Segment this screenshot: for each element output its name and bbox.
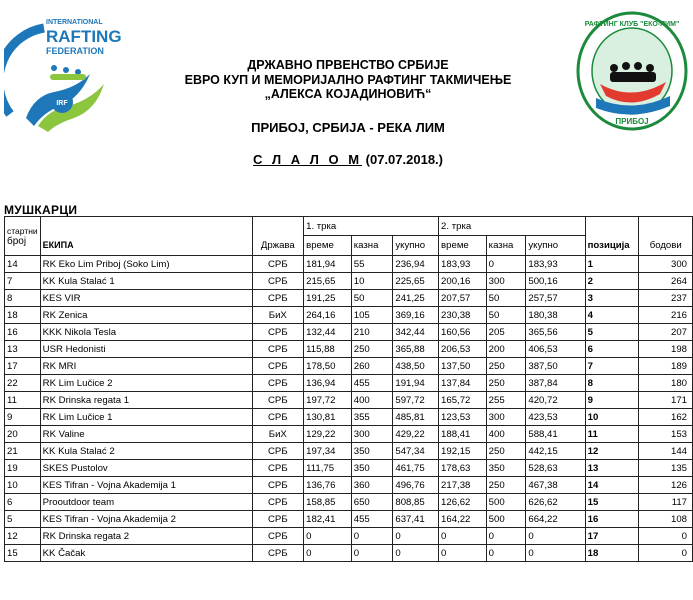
- run1-total-cell: 342,44: [393, 324, 439, 341]
- points-cell: 135: [639, 460, 693, 477]
- run2-total-cell: 180,38: [526, 307, 585, 324]
- irf-line3: FEDERATION: [46, 46, 104, 56]
- start-no-cell: 11: [5, 392, 41, 409]
- run1-penalty-cell: 210: [351, 324, 393, 341]
- run1-penalty-cell: 10: [351, 273, 393, 290]
- start-no-cell: 6: [5, 494, 41, 511]
- table-row: [5, 545, 693, 562]
- team-name-cell: RK MRI: [40, 358, 252, 375]
- run1-total-cell: 225,65: [393, 273, 439, 290]
- run1-time-cell: 0: [304, 545, 352, 562]
- points-cell: 180: [639, 375, 693, 392]
- run1-penalty-cell: 260: [351, 358, 393, 375]
- irf-line1: INTERNATIONAL: [46, 19, 103, 26]
- run2-penalty-cell: 200: [486, 341, 526, 358]
- points-cell: 117: [639, 494, 693, 511]
- run2-time-cell: 137,84: [439, 375, 487, 392]
- run2-penalty-cell: 0: [486, 528, 526, 545]
- run2-total-cell: 183,93: [526, 256, 585, 273]
- points-cell: 237: [639, 290, 693, 307]
- run2-time-cell: 207,57: [439, 290, 487, 307]
- country-cell: СРБ: [252, 460, 304, 477]
- table-row: [5, 460, 693, 477]
- team-name-cell: KK Čačak: [40, 545, 252, 562]
- run2-time-cell: 123,53: [439, 409, 487, 426]
- team-name-cell: KES Tifran - Vojna Akademija 1: [40, 477, 252, 494]
- points-header: бодови: [639, 236, 693, 256]
- run2-time-cell: 137,50: [439, 358, 487, 375]
- run1-time-cell: 129,22: [304, 426, 352, 443]
- run2-total-cell: 387,50: [526, 358, 585, 375]
- run1-total-cell: 429,22: [393, 426, 439, 443]
- country-cell: СРБ: [252, 545, 304, 562]
- run1-time-cell: 182,41: [304, 511, 352, 528]
- team-name-cell: RK Eko Lim Priboj (Soko Lim): [40, 256, 252, 273]
- run2-time-cell: 0: [439, 528, 487, 545]
- run2-penalty-cell: 0: [486, 545, 526, 562]
- run2-total-cell: 257,57: [526, 290, 585, 307]
- euro-cup-title: ЕВРО КУП И МЕМОРИЈАЛНО РАФТИНГ ТАКМИЧЕЊЕ: [184, 73, 512, 87]
- points-cell: 0: [639, 528, 693, 545]
- results-table: [4, 216, 693, 562]
- run2-time-cell: 206,53: [439, 341, 487, 358]
- country-cell: СРБ: [252, 375, 304, 392]
- run1-total-cell: 241,25: [393, 290, 439, 307]
- run2-time-cell: 217,38: [439, 477, 487, 494]
- start-no-cell: 19: [5, 460, 41, 477]
- run1-penalty-cell: 105: [351, 307, 393, 324]
- table-row: [5, 528, 693, 545]
- points-cell: 153: [639, 426, 693, 443]
- position-cell: 14: [585, 477, 639, 494]
- run2-penalty-cell: 500: [486, 511, 526, 528]
- country-cell: БиХ: [252, 307, 304, 324]
- run2-penalty-cell: 250: [486, 358, 526, 375]
- start-no-cell: 9: [5, 409, 41, 426]
- discipline-line: [120, 152, 576, 167]
- team-name-cell: RK Zenica: [40, 307, 252, 324]
- run1-time-cell: 130,81: [304, 409, 352, 426]
- run1-penalty-cell: 300: [351, 426, 393, 443]
- run1-time-cell: 111,75: [304, 460, 352, 477]
- country-header: Држава: [252, 236, 304, 256]
- run2-total-cell: 442,15: [526, 443, 585, 460]
- run1-penalty-cell: 455: [351, 375, 393, 392]
- run1-penalty-cell: 0: [351, 545, 393, 562]
- start-no-cell: 13: [5, 341, 41, 358]
- country-cell: БиХ: [252, 426, 304, 443]
- points-cell: 207: [639, 324, 693, 341]
- team-name-cell: Prooutdoor team: [40, 494, 252, 511]
- run1-total-cell: 236,94: [393, 256, 439, 273]
- run1-time-cell: 136,94: [304, 375, 352, 392]
- run1-penalty-cell: 250: [351, 341, 393, 358]
- run2-total-cell: 387,84: [526, 375, 585, 392]
- run1-time-cell: 115,88: [304, 341, 352, 358]
- championship-title: ДРЖАВНО ПРВЕНСТВО СРБИЈЕ: [247, 58, 449, 72]
- position-cell: 8: [585, 375, 639, 392]
- points-cell: 189: [639, 358, 693, 375]
- table-row: [5, 443, 693, 460]
- country-cell: СРБ: [252, 443, 304, 460]
- run2-time-cell: 192,15: [439, 443, 487, 460]
- country-cell: СРБ: [252, 290, 304, 307]
- run1-penalty-cell: 360: [351, 477, 393, 494]
- run1-total-header: укупно: [393, 236, 439, 256]
- run1-total-cell: 637,41: [393, 511, 439, 528]
- start-no-cell: 17: [5, 358, 41, 375]
- irf-logo: [4, 14, 122, 134]
- table-row: [5, 409, 693, 426]
- run1-time-cell: 0: [304, 528, 352, 545]
- run1-penalty-cell: 455: [351, 511, 393, 528]
- position-cell: 4: [585, 307, 639, 324]
- run1-time-cell: 264,16: [304, 307, 352, 324]
- table-row: [5, 273, 693, 290]
- run1-total-cell: 485,81: [393, 409, 439, 426]
- header-row-1: [5, 217, 693, 236]
- run2-time-cell: 178,63: [439, 460, 487, 477]
- run1-penalty-cell: 350: [351, 443, 393, 460]
- country-cell: СРБ: [252, 511, 304, 528]
- run1-time-cell: 197,72: [304, 392, 352, 409]
- header-row-2: [5, 236, 693, 256]
- start-no-cell: 15: [5, 545, 41, 562]
- table-row: [5, 341, 693, 358]
- start-no-cell: 12: [5, 528, 41, 545]
- run1-time-cell: 197,34: [304, 443, 352, 460]
- position-cell: 15: [585, 494, 639, 511]
- start-no-header-bottom: број: [5, 236, 41, 256]
- run2-penalty-cell: 0: [486, 256, 526, 273]
- run1-total-cell: 438,50: [393, 358, 439, 375]
- run2-time-header: време: [439, 236, 487, 256]
- position-cell: 3: [585, 290, 639, 307]
- section-title: МУШКАРЦИ: [4, 203, 78, 217]
- table-row: [5, 426, 693, 443]
- run1-time-cell: 215,65: [304, 273, 352, 290]
- run1-total-cell: 597,72: [393, 392, 439, 409]
- run2-total-cell: 420,72: [526, 392, 585, 409]
- run2-time-cell: 160,56: [439, 324, 487, 341]
- run2-penalty-cell: 255: [486, 392, 526, 409]
- team-name-cell: KES VIR: [40, 290, 252, 307]
- country-cell: СРБ: [252, 477, 304, 494]
- start-no-cell: 18: [5, 307, 41, 324]
- start-no-cell: 14: [5, 256, 41, 273]
- run2-total-cell: 664,22: [526, 511, 585, 528]
- run2-penalty-cell: 250: [486, 477, 526, 494]
- points-cell: 300: [639, 256, 693, 273]
- table-row: [5, 511, 693, 528]
- run2-total-cell: 423,53: [526, 409, 585, 426]
- position-cell: 13: [585, 460, 639, 477]
- run2-time-cell: 200,16: [439, 273, 487, 290]
- table-row: [5, 358, 693, 375]
- memorial-name: „АЛЕКСА КОЈАДИНОВИЋ“: [264, 87, 432, 101]
- run1-time-cell: 181,94: [304, 256, 352, 273]
- points-cell: 198: [639, 341, 693, 358]
- position-cell: 9: [585, 392, 639, 409]
- position-cell: 6: [585, 341, 639, 358]
- run2-penalty-cell: 50: [486, 290, 526, 307]
- run1-penalty-cell: 355: [351, 409, 393, 426]
- run1-penalty-cell: 55: [351, 256, 393, 273]
- points-cell: 108: [639, 511, 693, 528]
- run2-penalty-cell: 205: [486, 324, 526, 341]
- country-cell: СРБ: [252, 392, 304, 409]
- run1-penalty-cell: 0: [351, 528, 393, 545]
- run2-penalty-cell: 300: [486, 273, 526, 290]
- position-cell: 2: [585, 273, 639, 290]
- start-no-cell: 7: [5, 273, 41, 290]
- run1-total-cell: 191,94: [393, 375, 439, 392]
- run1-time-cell: 178,50: [304, 358, 352, 375]
- run2-total-cell: 406,53: [526, 341, 585, 358]
- table-row: [5, 324, 693, 341]
- run1-total-cell: 369,16: [393, 307, 439, 324]
- team-name-cell: RK Lim Lučice 2: [40, 375, 252, 392]
- run2-total-cell: 500,16: [526, 273, 585, 290]
- team-name-cell: USR Hedonisti: [40, 341, 252, 358]
- run1-penalty-cell: 50: [351, 290, 393, 307]
- points-cell: 126: [639, 477, 693, 494]
- location: ПРИБОЈ, СРБИЈА - РЕКА ЛИМ: [251, 120, 445, 135]
- run2-penalty-header: казна: [486, 236, 526, 256]
- run2-total-cell: 626,62: [526, 494, 585, 511]
- position-cell: 12: [585, 443, 639, 460]
- points-cell: 216: [639, 307, 693, 324]
- run1-time-cell: 191,25: [304, 290, 352, 307]
- run2-total-cell: 365,56: [526, 324, 585, 341]
- country-cell: СРБ: [252, 273, 304, 290]
- run1-time-cell: 136,76: [304, 477, 352, 494]
- discipline: С Л А Л О М: [253, 152, 363, 167]
- points-cell: 171: [639, 392, 693, 409]
- irf-badge: IRF: [56, 100, 68, 107]
- run1-penalty-cell: 650: [351, 494, 393, 511]
- position-cell: 10: [585, 409, 639, 426]
- run2-total-header: укупно: [526, 236, 585, 256]
- position-cell: 7: [585, 358, 639, 375]
- start-no-cell: 16: [5, 324, 41, 341]
- run2-time-cell: 230,38: [439, 307, 487, 324]
- team-name-cell: KK Kula Stalać 1: [40, 273, 252, 290]
- table-row: [5, 290, 693, 307]
- start-no-cell: 21: [5, 443, 41, 460]
- start-no-header-top: стартни: [5, 217, 41, 236]
- run2-total-cell: 588,41: [526, 426, 585, 443]
- run2-penalty-cell: 300: [486, 409, 526, 426]
- country-cell: СРБ: [252, 528, 304, 545]
- run2-time-cell: 183,93: [439, 256, 487, 273]
- run2-penalty-cell: 50: [486, 307, 526, 324]
- table-row: [5, 307, 693, 324]
- run1-total-cell: 461,75: [393, 460, 439, 477]
- run2-time-cell: 165,72: [439, 392, 487, 409]
- start-no-cell: 5: [5, 511, 41, 528]
- start-no-cell: 22: [5, 375, 41, 392]
- country-cell: СРБ: [252, 358, 304, 375]
- country-cell: СРБ: [252, 341, 304, 358]
- run1-total-cell: 496,76: [393, 477, 439, 494]
- run1-total-cell: 365,88: [393, 341, 439, 358]
- run1-total-cell: 0: [393, 545, 439, 562]
- country-cell: СРБ: [252, 409, 304, 426]
- team-name-cell: KES Tifran - Vojna Akademija 2: [40, 511, 252, 528]
- run1-penalty-cell: 400: [351, 392, 393, 409]
- run2-time-cell: 188,41: [439, 426, 487, 443]
- eko-lim-ring-text: РАФТИНГ КЛУБ "ЕКО-ЛИМ": [584, 21, 680, 28]
- run2-penalty-cell: 250: [486, 375, 526, 392]
- team-name-cell: RK Drinska regata 1: [40, 392, 252, 409]
- start-no-cell: 20: [5, 426, 41, 443]
- run1-total-cell: 808,85: [393, 494, 439, 511]
- team-name-cell: RK Lim Lučice 1: [40, 409, 252, 426]
- country-cell: СРБ: [252, 324, 304, 341]
- run1-penalty-cell: 350: [351, 460, 393, 477]
- team-name-cell: SKES Pustolov: [40, 460, 252, 477]
- eko-lim-logo: [574, 10, 690, 132]
- run1-penalty-header: казна: [351, 236, 393, 256]
- run2-penalty-cell: 400: [486, 426, 526, 443]
- team-name-cell: RK Drinska regata 2: [40, 528, 252, 545]
- points-cell: 264: [639, 273, 693, 290]
- run1-header: 1. трка: [304, 217, 439, 236]
- start-no-cell: 8: [5, 290, 41, 307]
- run2-time-cell: 164,22: [439, 511, 487, 528]
- run1-total-cell: 0: [393, 528, 439, 545]
- run1-time-cell: 158,85: [304, 494, 352, 511]
- run2-total-cell: 0: [526, 528, 585, 545]
- run2-total-cell: 528,63: [526, 460, 585, 477]
- run2-time-cell: 0: [439, 545, 487, 562]
- start-no-cell: 10: [5, 477, 41, 494]
- irf-line2: RAFTING: [46, 27, 122, 46]
- event-date: (07.07.2018.): [365, 152, 443, 167]
- table-row: [5, 392, 693, 409]
- run2-header: 2. трка: [439, 217, 586, 236]
- team-header: ЕКИПА: [40, 236, 252, 256]
- table-row: [5, 494, 693, 511]
- run1-total-cell: 547,34: [393, 443, 439, 460]
- table-row: [5, 477, 693, 494]
- position-cell: 5: [585, 324, 639, 341]
- run1-time-header: време: [304, 236, 352, 256]
- position-cell: 11: [585, 426, 639, 443]
- run2-total-cell: 467,38: [526, 477, 585, 494]
- table-row: [5, 375, 693, 392]
- points-cell: 144: [639, 443, 693, 460]
- run2-penalty-cell: 250: [486, 443, 526, 460]
- country-cell: СРБ: [252, 256, 304, 273]
- position-cell: 1: [585, 256, 639, 273]
- position-header: позиција: [585, 236, 639, 256]
- run2-penalty-cell: 500: [486, 494, 526, 511]
- run2-total-cell: 0: [526, 545, 585, 562]
- points-cell: 0: [639, 545, 693, 562]
- run2-time-cell: 126,62: [439, 494, 487, 511]
- table-row: [5, 256, 693, 273]
- team-name-cell: KK Kula Stalać 2: [40, 443, 252, 460]
- position-cell: 18: [585, 545, 639, 562]
- position-cell: 17: [585, 528, 639, 545]
- country-cell: СРБ: [252, 494, 304, 511]
- points-cell: 162: [639, 409, 693, 426]
- team-name-cell: KKK Nikola Tesla: [40, 324, 252, 341]
- run2-penalty-cell: 350: [486, 460, 526, 477]
- position-cell: 16: [585, 511, 639, 528]
- run1-time-cell: 132,44: [304, 324, 352, 341]
- team-name-cell: RK Valine: [40, 426, 252, 443]
- eko-lim-bottom-text: ПРИБОЈ: [615, 117, 649, 126]
